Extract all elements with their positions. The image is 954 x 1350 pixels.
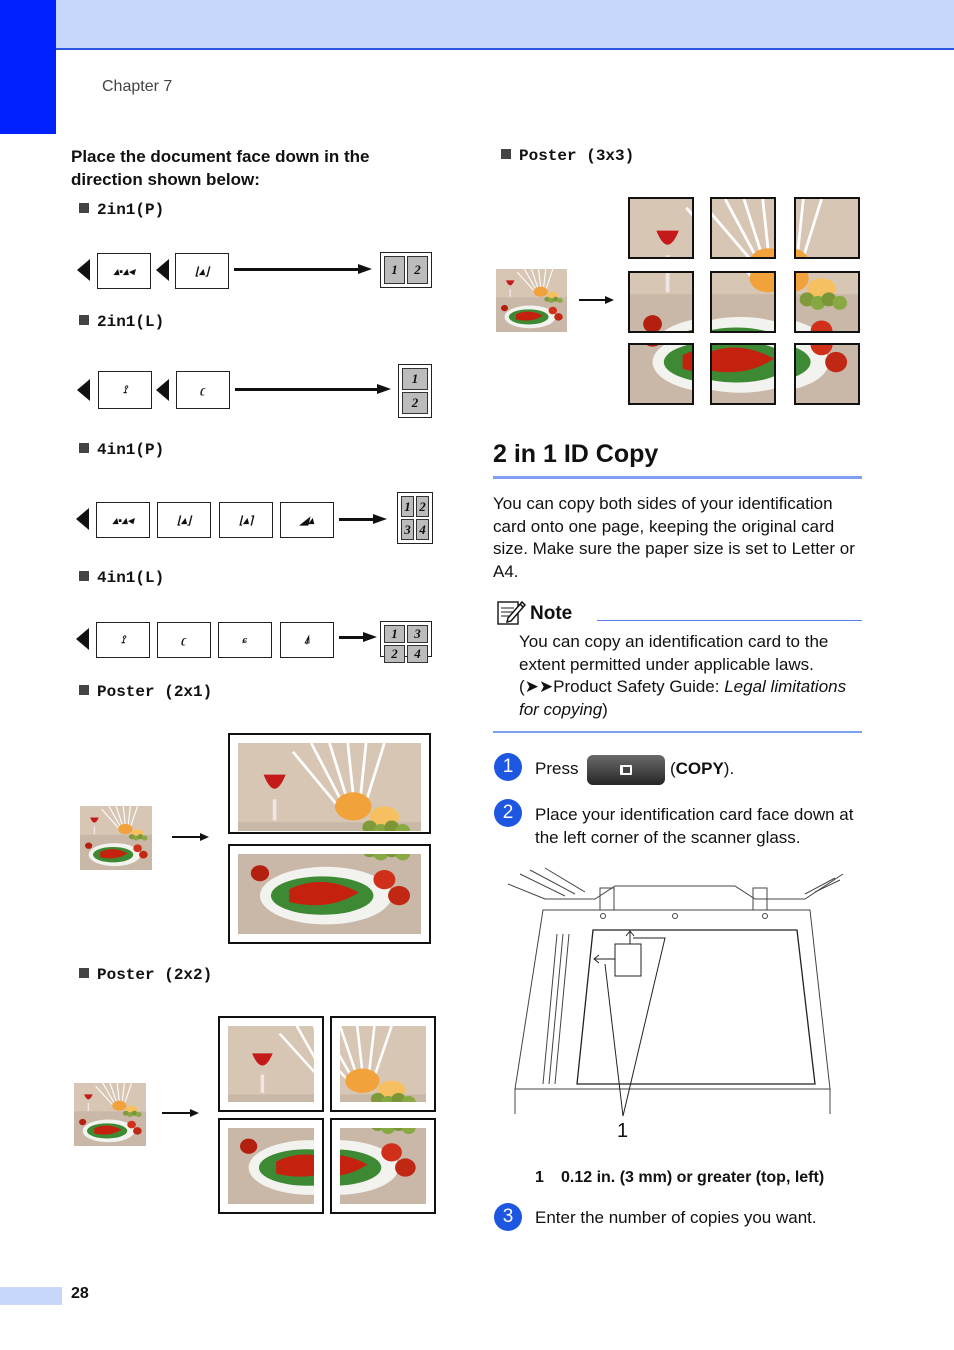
poster-tile-bottom <box>228 844 431 944</box>
grid-cell: 2 <box>407 256 428 284</box>
output-grid-2in1-p <box>380 252 432 288</box>
scanner-glass-figure <box>505 864 855 1144</box>
caption-text: 0.12 in. (3 mm) or greater (top, left) <box>561 1169 825 1186</box>
note-body <box>519 631 864 721</box>
poster-tile-2 <box>330 1016 436 1112</box>
poster-tile-9 <box>794 343 860 405</box>
copy-key-button[interactable] <box>587 755 665 785</box>
grid-cell: 1 <box>401 496 414 517</box>
poster-tile-4 <box>628 271 694 333</box>
step-number-2: 2 <box>494 799 522 827</box>
bullet-square-icon <box>79 443 89 453</box>
bullet-square-icon <box>79 571 89 581</box>
note-rule <box>597 620 862 621</box>
arrow-right-icon <box>363 632 377 642</box>
arrow-line <box>579 299 607 301</box>
double-arrow-icon: ➤➤ <box>524 677 554 696</box>
grid-cell: 1 <box>384 256 405 284</box>
mode-2in1-p-label: 2in1(P) <box>79 201 164 219</box>
arrow-left-icon <box>156 379 169 401</box>
mode-poster-2x2-label: Poster (2x2) <box>79 966 212 984</box>
arrow-left-icon <box>156 259 169 281</box>
arrow-line <box>172 836 202 838</box>
poster-tile-1 <box>628 197 694 259</box>
mode-4in1-p-label: 4in1(P) <box>79 441 164 459</box>
note-close-paren: ) <box>602 699 608 719</box>
poster-source-photo <box>80 806 152 870</box>
arrow-right-icon <box>200 833 209 841</box>
grid-cell: 4 <box>407 645 428 663</box>
arrow-right-icon <box>605 296 614 304</box>
source-page-2: ⌊▴⌋ <box>157 502 211 538</box>
section-title-rule <box>493 476 862 479</box>
poster-source-photo <box>74 1083 146 1146</box>
mode-poster-3x3-label: Poster (3x3) <box>501 147 634 165</box>
note-title: Note <box>530 603 573 624</box>
step-number-1: 1 <box>494 753 522 781</box>
poster-tile-3 <box>794 197 860 259</box>
note-ref-italic: Legal limitations for copying <box>519 677 847 719</box>
grid-cell: 2 <box>402 392 428 414</box>
poster-source-photo <box>496 269 567 332</box>
footer-tab <box>0 1287 62 1305</box>
output-grid-4in1-l <box>380 621 432 661</box>
note-open-paren: ( <box>519 677 525 696</box>
arrow-left-icon <box>77 379 90 401</box>
poster-tile-top <box>228 733 431 834</box>
source-page-1: ⟟ <box>96 622 150 658</box>
arrow-left-icon <box>76 508 89 530</box>
arrow-right-icon <box>377 384 391 394</box>
source-page-3: ɕ <box>218 622 272 658</box>
source-page-1: ⟟ <box>98 371 152 409</box>
arrow-left-icon <box>77 259 90 281</box>
poster-tile-4 <box>330 1118 436 1214</box>
intro-text: Place the document face down in the direction shown below: <box>71 147 370 189</box>
poster-tile-6 <box>794 271 860 333</box>
figure-callout-1: 1 <box>617 1120 629 1142</box>
bullet-square-icon <box>79 315 89 325</box>
note-ref-text: Product Safety Guide: <box>553 677 725 696</box>
source-page-4: ⍋ <box>280 622 334 658</box>
mode-4in1-l-label: 4in1(L) <box>79 569 164 587</box>
grid-cell: 1 <box>402 368 428 390</box>
chapter-side-tab <box>0 0 56 134</box>
source-page-2: ʗ <box>157 622 211 658</box>
output-grid-2in1-l <box>398 364 432 418</box>
source-page-3: ⌊▴⌉ <box>219 502 273 538</box>
arrow-right-icon <box>190 1109 199 1117</box>
arrow-right-icon <box>358 264 372 274</box>
mode-poster-2x1-label: Poster (2x1) <box>79 683 212 701</box>
poster-tile-1 <box>218 1016 324 1112</box>
poster-tile-5 <box>710 271 776 333</box>
grid-cell: 3 <box>407 625 428 643</box>
source-page-4: ◢▴ <box>280 502 334 538</box>
bullet-square-icon <box>501 149 511 159</box>
source-page-2: ʗ <box>176 371 230 409</box>
header-band <box>56 0 954 50</box>
source-page-1: ▴▪▴◂ <box>96 502 150 538</box>
step-2-text: Place your identification card face down at the left corner of the scanner glass. <box>535 805 854 847</box>
poster-tile-2 <box>710 197 776 259</box>
copy-key-label: COPY <box>675 759 724 778</box>
source-page-2: ⌊▴⌋ <box>175 253 229 289</box>
section-title: 2 in 1 ID Copy <box>493 440 659 468</box>
grid-cell: 1 <box>384 625 405 643</box>
arrow-line <box>162 1112 192 1114</box>
source-page-1: ▴▪▴◂ <box>97 253 151 289</box>
mode-2in1-l-label: 2in1(L) <box>79 313 164 331</box>
arrow-line <box>339 518 375 521</box>
poster-tile-3 <box>218 1118 324 1214</box>
arrow-right-icon <box>373 514 387 524</box>
arrow-left-icon <box>76 628 89 650</box>
arrow-line <box>234 268 360 271</box>
poster-tile-8 <box>710 343 776 405</box>
note-line: You can copy an identification card to the extent permitted under applicable laws. <box>519 632 829 674</box>
bullet-square-icon <box>79 203 89 213</box>
step-3-text: Enter the number of copies you want. <box>535 1208 817 1227</box>
grid-cell: 4 <box>416 519 429 540</box>
poster-tile-7 <box>628 343 694 405</box>
chapter-label: Chapter 7 <box>102 78 173 95</box>
step-number-3: 3 <box>494 1203 522 1231</box>
copy-icon <box>619 764 633 776</box>
bullet-square-icon <box>79 968 89 978</box>
grid-cell: 3 <box>401 519 414 540</box>
arrow-line <box>339 636 365 639</box>
bullet-square-icon <box>79 685 89 695</box>
grid-cell: 2 <box>416 496 429 517</box>
step-1-text: Press (COPY). <box>535 752 865 786</box>
output-grid-4in1-p <box>397 492 433 544</box>
page-number: 28 <box>71 1285 89 1302</box>
section-body: You can copy both sides of your identification card onto one page, keeping the original card size. Make sure the paper size is set to Letter or A4. <box>493 494 855 581</box>
grid-cell: 2 <box>384 645 405 663</box>
note-pencil-icon <box>496 598 526 626</box>
caption-number: 1 <box>535 1169 544 1186</box>
note-bottom-rule <box>493 731 862 733</box>
arrow-line <box>235 388 379 391</box>
